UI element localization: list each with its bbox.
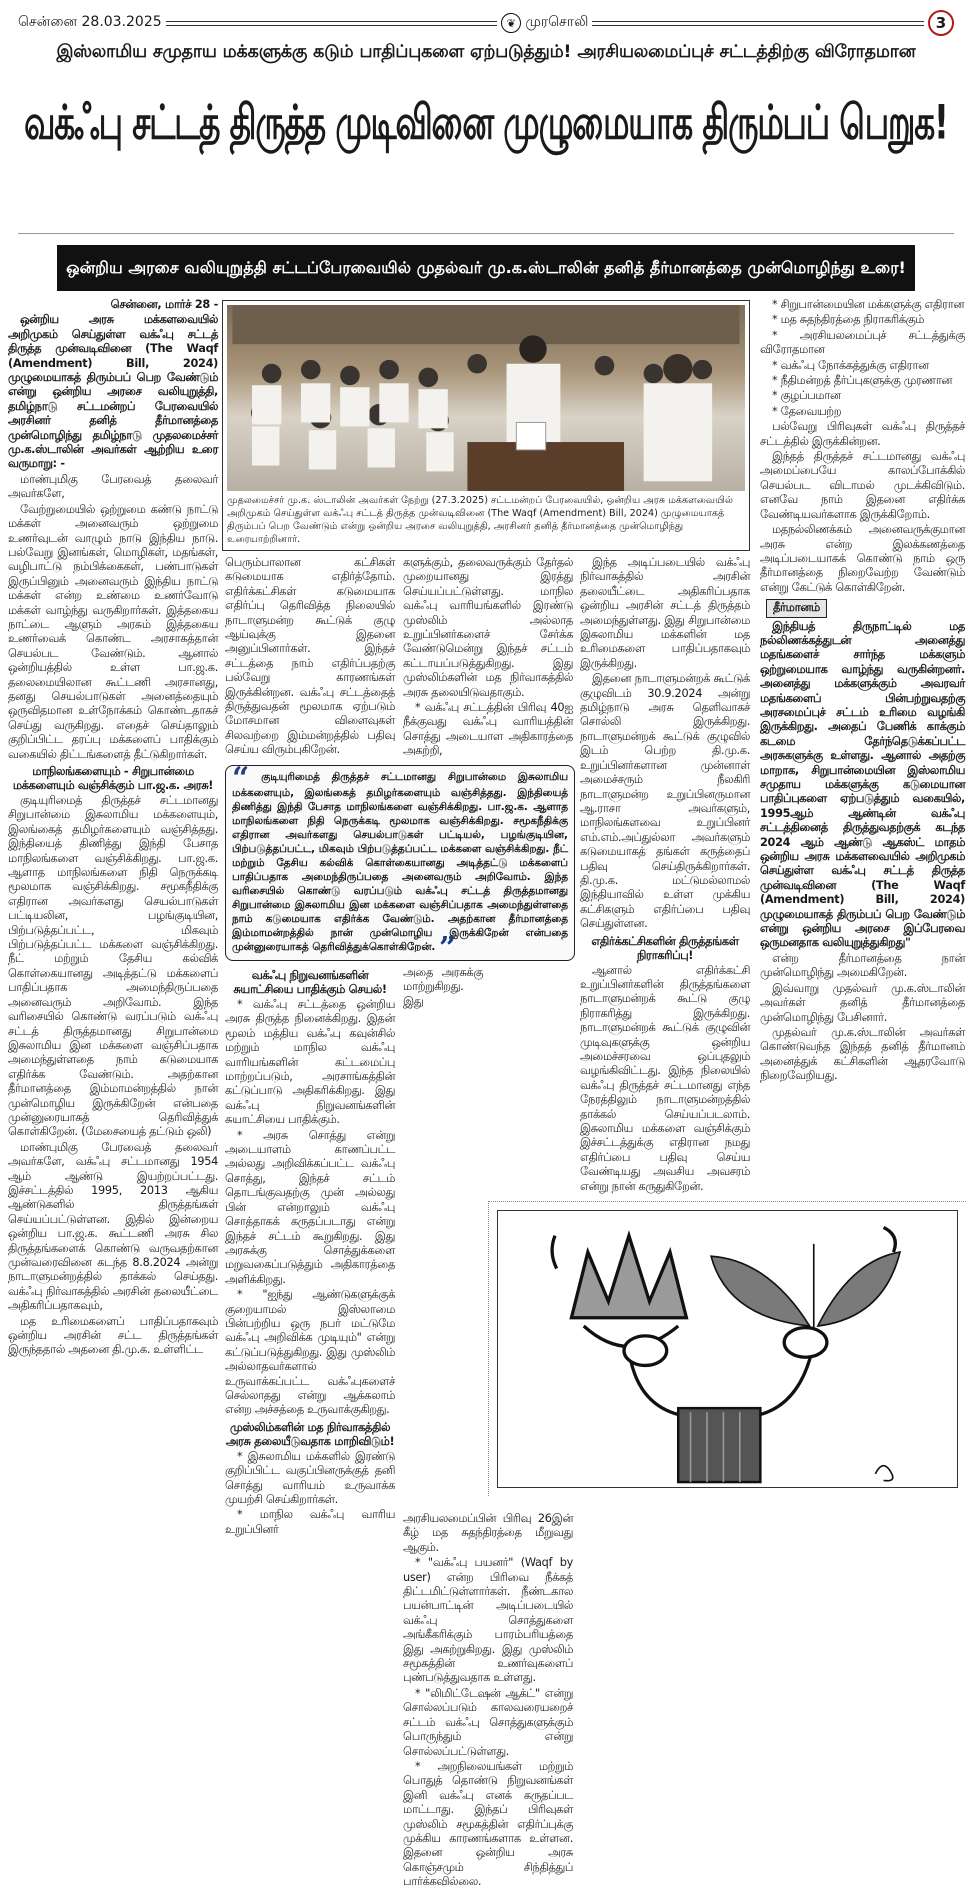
page-header: [18, 8, 954, 38]
paragraph: ஆனால் எதிர்க்கட்சி உறுப்பினர்களின் திருத்தங்களை நாடாளுமன்றக் கூட்டு குழு நிராகரித்து இருக்கிறது. நாடாளுமன்றக் கூட்டுக் குழுவின் முடிவுகளுக்கு ஒன்றிய அமைச்சரவை ஒப்புதலும் வழங்கிவிட்டது. இந்த நிலையில் வக்ஃபு திருத்தச் சட்டமானது எந்த நேரத்திலும் நாடாளுமன்றத்தில் தாக்கல் செய்யப்படலாம். இசுலாமிய மக்களை வஞ்சிக்கும் இச்சட்டத்துக்கு எதிரான நமது எதிர்ப்பை பதிவு செய்ய வேண்டியது அவசிய அவசரம் என்று நான் கருதுகிறேன்.: [580, 963, 750, 1193]
page-number: 3: [928, 10, 954, 36]
bullet-item: * சிறுபான்மையின மக்களுக்கு எதிரான: [772, 298, 965, 311]
header-rule: [166, 21, 498, 26]
open-quote-icon: “: [232, 761, 250, 796]
photo-caption: முதலமைச்சர் மு.க. ஸ்டாலின் அவர்கள் நேற்று (27.3.2025) சட்டமன்றப் பேரவையில், ஒன்றிய அரசு மக்களவையில் அறிமுகம் செய்துள்ள வக்ஃபு சட்டத் திருத்த முன்வடிவினை (The Waqf (Amendment) Bill, 2024) முழுமையாகத் திரும்பப் பெற வேண்டும் என்று ஒன்றிய அரசை வலியுறுத்தி, அரசினர் தனித் தீர்மானத்தை முன்மொழிந்து உரையாற்றினார்.: [227, 495, 733, 545]
cartoon-lotus-leaves-hands: [498, 1211, 957, 1487]
paragraph: * வக்ஃபு சட்டத்தின் பிரிவு 40ஐ நீக்குவது வக்ஃபு வாரியத்தின் சொத்து அடையாள அதிகாரத்தை அகற்றி,: [403, 701, 573, 758]
paragraph: * இசுலாமிய மக்களில் இரண்டு குறிப்பிட்ட வகுப்பினருக்குத் தனி சொத்து வாரியம் உருவாக்க முயற்சி செய்கிறார்கள்.: [225, 1449, 395, 1506]
photo-with-caption: [222, 300, 750, 551]
column-2-continued: [225, 966, 395, 1538]
paragraph: * அறநிலையங்கள் மற்றும் பொதுத் தொண்டு நிறுவனங்கள் இனி வக்ஃபு எனக் கருதப்பட மாட்டாது. இந்தப் பிரிவுகள் முஸ்லிம் சமூகத்தின் எதிர்ப்புக்கு முக்கிய காரணங்களாக உள்ளன. இதனை ஒன்றிய அரசு கொஞ்சமும் சிந்தித்துப் பார்க்கவில்லை.: [403, 1759, 573, 1889]
paragraph: இந்தத் திருத்தச் சட்டமானது வக்ஃபு அமைப்பையே காலப்போக்கில் செயல்பட விடாமல் முடக்கிவிடும். எனவே நாம் இதனை எதிர்க்க வேண்டியவர்களாக இருக்கிறோம்.: [760, 450, 965, 521]
editorial-cartoon: [488, 1201, 966, 1496]
paragraph: வேற்றுமையில் ஒற்றுமை கண்டு நாட்டு மக்கள் அனைவரும் ஒற்றுமை உணர்வுடன் வாழும் நாடு இந்திய நாடு. பல்வேறு இனங்கள், மொழிகள், மதங்கள், வழிபாட்டு நம்பிக்கைகள், பண்பாடுகள் இருப்பினும் அனைவரும் இந்திய நாட்டு மக்கள் என்ற உண்மை உணர்வோடு மக்கள் வாழ்ந்து வருகிறார்கள். இத்தகைய நாட்டை ஆளும் அரசும் இத்தகைய உணர்வைக் கொண்ட அரசாகத்தான் செயல்பட வேண்டும். ஆனால் ஒன்றியத்தில் உள்ள பா.ஜ.க. தலைமையிலான கூட்டணி அரசானது, தனது செயல்பாடுகள் அனைத்தையும் ஒருவிதமான உள்நோக்கம் கொண்டதாகச் செய்து வருகிறது. எதைச் செய்தாலும் குறிப்பிட்ட தரப்பு மக்களைப் பாதிக்கும் வகையில் திட்டங்களைத் தீட்டுகிறார்கள்.: [8, 502, 218, 761]
paper-name: முரசொலி: [525, 14, 589, 30]
bullet-item: * தேவையற்ற: [772, 404, 842, 418]
paragraph: மாண்புமிகு பேரவைத் தலைவர் அவர்களே,: [8, 472, 218, 501]
bullet-item: * வக்ஃபு நோக்கத்துக்கு எதிரான: [772, 358, 929, 372]
bullet-list: [760, 298, 965, 419]
paragraph: இந்த அடிப்படையில் வக்ஃபு நிர்வாகத்தில் அரசின் தலையீட்டை அதிகரிப்பதாக ஒன்றிய அரசின் சட்டத் திருத்தம் அமைந்துள்ளது. இது சிறுபான்மை இசுலாமிய மக்களின் மத உரிமைகளை பாதிப்பதாகவும் இருக்கிறது.: [580, 556, 750, 670]
paragraph: இவ்வாறு முதல்வர் மு.க.ஸ்டாலின் அவர்கள் தனித் தீர்மானத்தை முன்மொழிந்து பேசினார்.: [760, 981, 965, 1024]
pull-quote: [225, 761, 575, 966]
paragraph: என்ற தீர்மானத்தை நான் முன்மொழிந்து அமைகிறேன்.: [760, 951, 965, 980]
paragraph: இதனை நாடாளுமன்றக் கூட்டுக் குழுவிடம் 30.9.2024 அன்று தமிழ்நாடு அரசு தெளிவாகச் சொல்லி இருக்கிறது. நாடாளுமன்றக் கூட்டுக் குழுவில் இடம் பெற்ற தி.மு.க. உறுப்பினர்களான முன்னாள் அமைச்சரும் நீலகிரி நாடாளுமன்ற உறுப்பினருமான ஆ.ராசா அவர்களும், மாநிலங்களவை உறுப்பினர் எம்.எம்.அப்துல்லா அவர்களும் கடுமையாகத் தங்கள் கருத்தைப் பதிவு செய்திருக்கிறார்கள். தி.மு.க. மட்டுமல்லாமல் இந்தியாவில் உள்ள முக்கிய கட்சிகளும் எதிர்ப்பை பதிவு செய்துள்ளன.: [580, 672, 750, 931]
bullet-item: * மத சுதந்திரத்தை நிராகரிக்கும்: [772, 313, 925, 327]
column-1: [8, 298, 218, 1359]
paragraph: குடியுரிமைத் திருத்தச் சட்டமானது சிறுபான்மை இசுலாமிய மக்களையும், இலங்கைத் தமிழர்களையும் வஞ்சித்தது. இந்தியைத் திணித்து இந்தி பேசாத மாநிலங்களை வஞ்சிக்கிறது. பா.ஜ.க. ஆளாத மாநிலங்களை நிதி நெருக்கடி மூலமாக வஞ்சிக்கிறது. சமூகநீதிக்கு எதிரான அவர்களது செயல்பாடுகள் பட்டியலின, பழங்குடியின, பிற்படுத்தப்பட்ட, மிகவும் பிற்படுத்தப்பட்ட மக்களை வஞ்சிக்கிறது. நீட் மற்றும் தேசிய கல்விக் கொள்கையானது அடித்தட்டு மக்களைப் பாதிப்பதாக அமைந்திருப்பதை அனைவரும் அறிவோம். இந்த வரிசையில் கொண்டு வரப்படும் வக்ஃபு சட்டத் திருத்தமானது சிறுபான்மை இசுலாமிய இன மக்களை வஞ்சிப்பதாக அமைந்துள்ளதை நாம் கடுமையாக எதிர்க்க வேண்டும். அதற்கான தீர்மானத்தை இம்மாமன்றத்தில் நான் முன்மொழிய இருக்கிறேன் என்பதை முன்னுரையாகத் தெரிவித்துக் கொள்கிறேன். (மேசையைத் தட்டும் ஒலி): [8, 794, 218, 1139]
lead-paragraph: ஒன்றிய அரசு மக்களவையில் அறிமுகம் செய்துள்ள வக்ஃபு சட்டத் திருத்த முன்வடிவினை (The Waqf (Amendment) Bill, 2024) முழுமையாகத் திரும்பப் பெற வேண்டும் என்று ஒன்றிய அரசை வலியுறுத்தி, தமிழ்நாடு சட்டமன்றப் பேரவையில் அரசினர் தனித் தீர்மானத்தை முன்மொழிந்து தமிழ்நாடு முதலமைச்சர் மு.க.ஸ்டாலின் அவர்கள் ஆற்றிய உரை வருமாறு: -: [8, 313, 218, 471]
dateline: சென்னை, மார்ச் 28 -: [110, 298, 218, 311]
paragraph: * "வக்ஃபு பயனர்" (Waqf by user) என்ற பிரிவை நீக்கத் திட்டமிட்டுள்ளார்கள். நீண்டகால பயன்பாட்டின் அடிப்படையில் வக்ஃபு சொத்துகளை அங்கீகரிக்கும் பாரம்பரியத்தை இது அகற்றுகிறது. இது முஸ்லிம் சமூகத்தின் உணர்வுகளைப் புண்படுத்துவதாக உள்ளது.: [403, 1556, 573, 1685]
subheading: எதிர்க்கட்சிகளின் திருத்தங்கள் நிராகரிப்பு!: [591, 934, 739, 962]
assembly-photo-illustration: [227, 305, 745, 491]
paragraph: * மாநில வக்ஃபு வாரிய உறுப்பினர்: [225, 1508, 395, 1536]
paragraph: மத உரிமைகளைப் பாதிப்பதாகவும் ஒன்றிய அரசின் சட்ட திருத்தங்கள் இருந்ததால் அதனை தி.மு.க. உள்ளிட்ட: [8, 1314, 218, 1357]
resolution-text: இந்தியத் திருநாட்டில் மத நல்லிணக்கத்துடன் அனைத்து மதங்களைச் சார்ந்த மக்களும் ஒற்றுமையாக வாழ்ந்து வருகின்றனர். அனைத்து மக்களுக்கும் அவரவர் மதங்களைப் பின்பற்றுவதற்கு அரசமைப்புச் சட்டம் உரிமை வழங்கி இருக்கிறது. அதைப் பேணிக் காக்கும் கடமை தேர்ந்தெடுக்கப்பட்ட அரசுகளுக்கு உள்ளது. ஆனால் அதற்கு மாறாக, சிறுபான்மையின இஸ்லாமிய சமுதாய மக்களுக்கு கடுமையான பாதிப்புகளை ஏற்படுத்தும் வகையில், 1995ஆம் ஆண்டின் வக்ஃபு சட்டத்தினைத் திருத்துவதற்குக் கடந்த 2024 ஆம் ஆண்டு ஆகஸ்ட் மாதம் ஒன்றிய அரசு மக்களவையில் அறிமுகம் செய்துள்ள வக்ஃபு சட்டத் திருத்த முன்வடிவினை (The Waqf (Amendment) Bill, 2024) முழுமையாகத் திரும்பப் பெற வேண்டும் என்று ஒன்றிய அரசை இப்பேரவை ஒருமனதாக வலியுறுத்துகிறது": [760, 619, 965, 950]
bullet-item: * நீதிமன்றத் தீர்ப்புகளுக்கு முரணான: [772, 374, 953, 388]
subheadline-banner: [57, 245, 915, 291]
date-line: சென்னை 28.03.2025: [18, 14, 162, 30]
column-2: [225, 556, 395, 759]
paragraph: * அரசு சொத்து என்று அடையாளம் காணப்பட்ட அல்லது அறிவிக்கப்பட்ட வக்ஃபு சொத்து, இந்தச் சட்டம் தொடங்குவதற்கு முன் அல்லது பின் என்றாலும் வக்ஃபு சொத்தாகக் கருதப்படாது என்று இந்தச் சட்டம் கூறுகிறது. இது அரசுக்கு சொத்துக்களை மறுவகைப்படுத்தும் அதிகாரத்தை அளிக்கிறது.: [225, 1128, 395, 1286]
close-quote-icon: ”: [438, 931, 457, 966]
paragraph: மாண்புமிகு பேரவைத் தலைவர் அவர்களே, வக்ஃபு சட்டமானது 1954 ஆம் ஆண்டு இயற்றப்பட்டது. இச்சட்டத்தில் 1995, 2013 ஆகிய ஆண்டுகளில் திருத்தங்கள் செய்யப்பட்டுள்ளன. இதில் இன்றைய ஒன்றிய பா.ஜ.க. கூட்டணி அரசு சில திருத்தங்களைக் கொண்டு வருவதற்கான முன்வரைவினை கடந்த 8.8.2024 அன்று நாடாளுமன்றத்தில் தாக்கல் செய்தது. வக்ஃபு நிர்வாகத்தில் அரசின் தலையீட்டை அதிகரிப்பதாகவும்,: [8, 1140, 218, 1313]
subheading: முஸ்லிம்களின் மத நிர்வாகத்தில் அரசு தலையீடுவதாக மாறிவிடும்!: [225, 1420, 395, 1448]
pull-quote-text: குடியுரிமைத் திருத்தச் சட்டமானது சிறுபான்மை இசுலாமிய மக்களையும், இலங்கைத் தமிழர்களையும் வஞ்சித்தது. இந்தியைத் திணித்து இந்தி பேசாத மாநிலங்களை வஞ்சிக்கிறது. பா.ஜ.க. ஆளாத மாநிலங்களை நிதி நெருக்கடி மூலமாக வஞ்சிக்கிறது. சமூகநீதிக்கு எதிரான அவர்களது செயல்பாடுகள் பட்டியல், பழங்குடியின, பிற்படுத்தப்பட்ட, மிகவும் பிற்படுத்தப்பட்ட மக்களை வஞ்சிக்கிறது. நீட் மற்றும் தேசிய கல்விக் கொள்கையானது அடித்தட்டு மக்களைப் பாதிப்பதாக அமைந்திருப்பதை அனைவரும் அறிவோம். இந்த வரிசையில் கொண்டு வரப்படும் வக்ஃபு சட்டத் திருத்தமானது சிறுபான்மை இசுலாமிய இன மக்களை வஞ்சிப்பதாக அமைந்துள்ளதை நாம் கடுமையாக எதிர்க்க வேண்டும். அதற்கான தீர்மானத்தை இம்மாமன்றத்தில் நான் முன்மொழிய இருக்கிறேன் என்பதை முன்னுரையாகத் தெரிவித்துக்கொள்கிறேன்.: [232, 771, 568, 953]
headline: வக்ஃபு சட்டத் திருத்த முடிவினை முழுமையாக திரும்பப் பெறுக!: [24, 95, 948, 151]
divider: [18, 233, 954, 234]
paragraph: அதை அரசுக்கு மாற்றுகிறது. இது அரசியலமைப்பின் பிரிவு 26இன் கீழ் மத சுதந்திரத்தை மீறுவது ஆகும்.: [403, 966, 573, 1554]
subheadline: ஒன்றிய அரசை வலியுறுத்தி சட்டப்பேரவையில் முதல்வர் மு.க.ஸ்டாலின் தனித் தீர்மானத்தை முன்மொழிந்து உரை!: [66, 257, 906, 277]
kicker: இஸ்லாமிய சமுதாய மக்களுக்கு கடும் பாதிப்புகளை ஏற்படுத்தும்! அரசியலமைப்புச் சட்டத்திற்கு விரோதமான: [56, 42, 916, 62]
paragraph: மதநல்லிணக்கம் அனைவருக்குமான அரசு என்ற இலக்கணத்தை அடிப்படையாகக் கொண்டு நாம் ஒரு தீர்மானத்தை நிறைவேற்ற வேண்டும் என்று கேட்டுக் கொள்கிறேன்.: [760, 523, 965, 594]
right-column: [760, 298, 965, 1085]
resolution-tag: தீர்மானம்: [766, 599, 827, 617]
paragraph: முதல்வர் மு.க.ஸ்டாலின் அவர்கள் கொண்டுவந்த இந்தத் தனித் தீர்மானம் அனைத்துக் கட்சிகளின் ஆதரவோடு நிறைவேறியது.: [760, 1025, 965, 1083]
bullet-item: * குழப்பமான: [772, 389, 841, 403]
assembly-photo: [227, 305, 745, 491]
bullet-item: * அரசியலமைப்புச் சட்டத்துக்கு விரோதமான: [760, 328, 965, 357]
subheading: வக்ஃபு நிறுவனங்களின் சுயாட்சியை பாதிக்கும் செயல்!: [233, 969, 387, 996]
subheading: மாநிலங்களையும் - சிறுபான்மை மக்களையும் வஞ்சிக்கும் பா.ஜ.க. அரசு!: [12, 765, 214, 792]
paragraph: * வக்ஃபு சட்டத்தை ஒன்றிய அரசு திருத்த நினைக்கிறது. இதன் மூலம் மத்திய வக்ஃபு கவுன்சில் மற்றும் மாநில வக்ஃபு வாரியங்களின் கட்டமைப்பு மாற்றப்படும், அரசாங்கத்தின் கட்டுப்பாடு அதிகரிக்கிறது. இது வக்ஃபு நிறுவனங்களின் சுயாட்சியை பாதிக்கும்.: [225, 998, 395, 1127]
paragraph: * "ஐந்து ஆண்டுகளுக்குக் குறையாமல் இஸ்லாமை பின்பற்றிய ஒரு நபர் மட்டுமே வக்ஃபு அறிவிக்க முடியும்" என்று கட்டுப்படுத்துகிறது. இது முஸ்லிம் அல்லாதவர்களால் உருவாக்கப்பட்ட வக்ஃபுகளைச் செல்லாதது என்று ஆக்கலாம் என்ற அச்சத்தை உருவாக்குகிறது.: [225, 1288, 395, 1417]
paragraph: களுக்கும், தலைவருக்கும் தேர்தல் முறையானது இரத்து செய்யப்பட்டுள்ளது. மாநில வக்ஃபு வாரியங்களில் இரண்டு முஸ்லிம் அல்லாத உறுப்பினர்களைச் சேர்க்க வேண்டுமென்று இந்தச் சட்டம் கட்டாயப்படுத்துகிறது. இது முஸ்லிம்களின் மத நிர்வாகத்தில் அரசு தலையிடுவதாகும்.: [403, 556, 573, 699]
paragraph: பெரும்பாலான கட்சிகள் கடுமையாக எதிர்த்தோம். எதிர்க்கட்சிகள் கடுமையாக எதிர்ப்பு தெரிவித்த நிலையில் நாடாளுமன்ற கூட்டுக் குழு ஆய்வுக்கு இதனை அனுப்பினார்கள். இந்தச் சட்டத்தை நாம் எதிர்ப்பதற்கு பல்வேறு காரணங்கள் இருக்கின்றன. வக்ஃபு சட்டத்தைத் திருத்துவதன் மூலமாக ஏற்படும் மோசமான விளைவுகள் சிலவற்றை இம்மன்றத்தில் பதிவு செய்ய விரும்புகிறேன்.: [225, 556, 395, 757]
column-4: [580, 556, 750, 1195]
column-3: [403, 556, 573, 760]
artist-signature: [875, 1466, 892, 1481]
paper-logo-icon: ❦: [501, 13, 521, 33]
paragraph: * "லிமிட்டேஷன் ஆக்ட்" என்று சொல்லப்படும் காலவரையறைச் சட்டம் வக்ஃபு சொத்துகளுக்கும் பொருந்தும் என்று சொல்லப்பட்டுள்ளது.: [403, 1686, 573, 1758]
header-rule: [592, 21, 924, 26]
paragraph: பல்வேறு பிரிவுகள் வக்ஃபு திருத்தச் சட்டத்தில் இருக்கின்றன.: [760, 420, 965, 448]
